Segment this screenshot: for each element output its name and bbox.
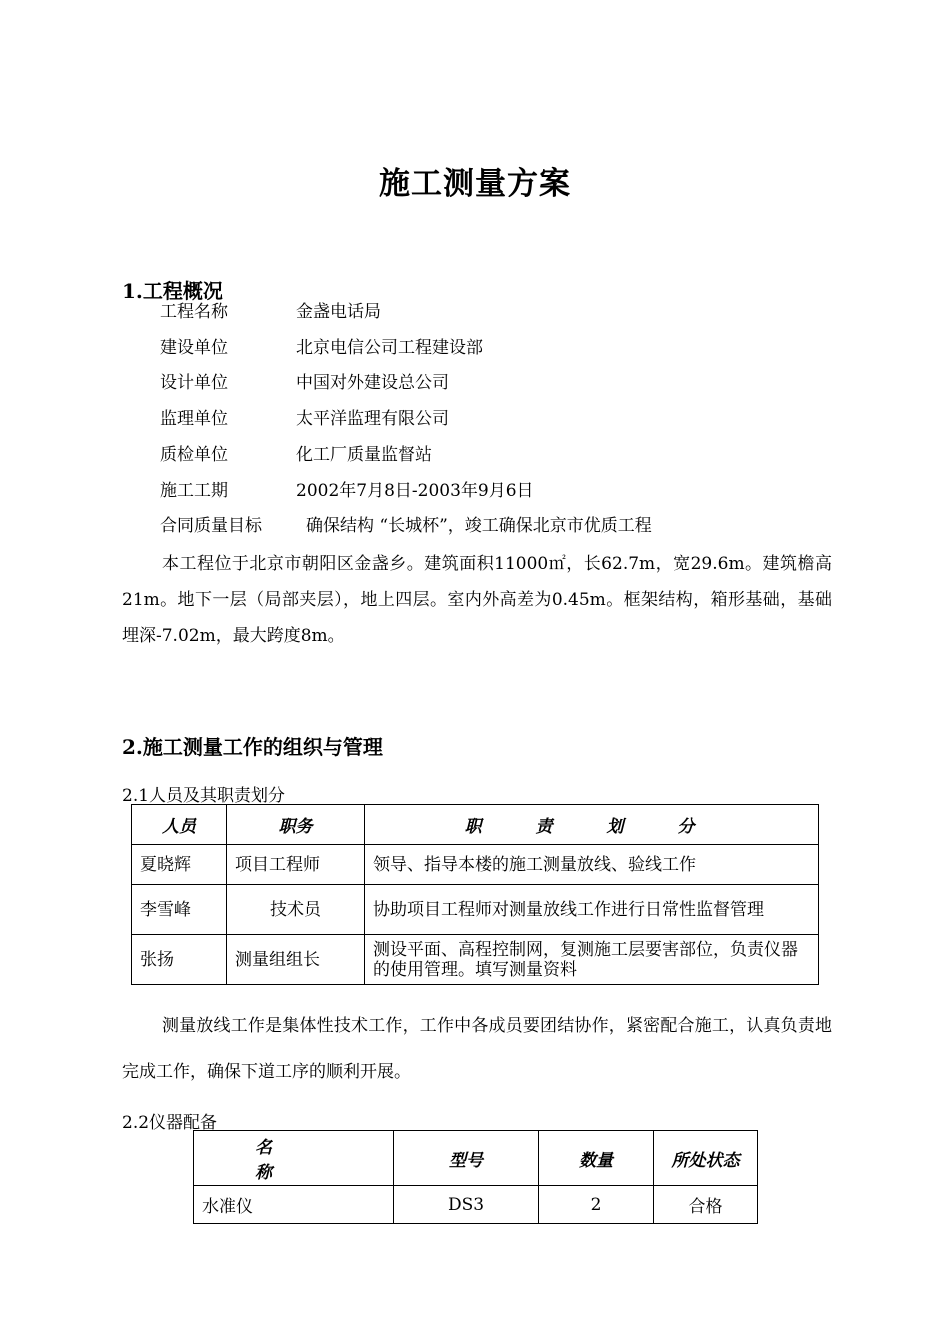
page-title: 施工测量方案: [379, 166, 571, 202]
staff-role: 测量组组长: [227, 935, 365, 985]
section2-heading: 2.施工测量工作的组织与管理: [122, 735, 383, 759]
info-key: 施工工期: [160, 481, 228, 501]
info-row-project-name: [160, 300, 381, 324]
column-header: 数量: [539, 1131, 654, 1186]
staff-role: 项目工程师: [227, 845, 365, 885]
info-value: 2002年7月8日-2003年9月6日: [296, 481, 534, 501]
teamwork-paragraph: [122, 1003, 832, 1095]
info-row-designer: [160, 371, 449, 395]
column-header: 所处状态: [654, 1131, 758, 1186]
staff-name: 张扬: [132, 935, 227, 985]
column-header: 人员: [132, 805, 227, 845]
info-key: 建设单位: [160, 338, 228, 358]
staff-duty: 领导、指导本楼的施工测量放线、验线工作: [365, 845, 819, 885]
table-row: [194, 1186, 758, 1224]
info-row-owner: [160, 336, 483, 360]
info-value: 化工厂质量监督站: [296, 445, 432, 465]
info-key: 合同质量目标: [160, 516, 262, 536]
equipment-quantity: 2: [539, 1186, 654, 1224]
subsection-staff-heading: 2.1人员及其职责划分: [122, 786, 286, 806]
staff-name: 夏晓辉: [132, 845, 227, 885]
teamwork-text: 测量放线工作是集体性技术工作，工作中各成员要团结协作，紧密配合施工，认真负责地完成工作，确保下道工序的顺利开展。: [122, 1016, 832, 1082]
staff-duty: 协助项目工程师对测量放线工作进行日常性监督管理: [365, 885, 819, 935]
info-value: 北京电信公司工程建设部: [296, 338, 483, 358]
info-key: 质检单位: [160, 445, 228, 465]
column-header: 名 称: [194, 1131, 394, 1186]
info-key: 工程名称: [160, 302, 228, 322]
table-row: [132, 885, 819, 935]
section1-heading: 1.工程概况: [122, 279, 223, 303]
info-key: 设计单位: [160, 373, 228, 393]
column-header: 职务: [227, 805, 365, 845]
staff-name: 李雪峰: [132, 885, 227, 935]
info-value: 金盏电话局: [296, 302, 381, 322]
info-row-quality-inspection: [160, 443, 432, 467]
staff-table: [131, 804, 819, 985]
column-header: 职 责 划 分: [365, 805, 819, 845]
info-key: 监理单位: [160, 409, 228, 429]
info-value: 中国对外建设总公司: [296, 373, 449, 393]
table-row: [132, 845, 819, 885]
info-row-schedule: [160, 479, 534, 503]
equipment-status: 合格: [654, 1186, 758, 1224]
subsection-equipment-heading: 2.2仪器配备: [122, 1113, 218, 1133]
equipment-model: DS3: [394, 1186, 539, 1224]
info-row-quality-target: [160, 514, 652, 538]
column-header: 型号: [394, 1131, 539, 1186]
table-header-row: [132, 805, 819, 845]
info-value: 确保结构 “长城杯”，竣工确保北京市优质工程: [306, 516, 652, 536]
info-value: 太平洋监理有限公司: [296, 409, 449, 429]
project-description: [122, 546, 832, 654]
info-row-supervisor: [160, 407, 449, 431]
table-header-row: [194, 1131, 758, 1186]
equipment-table: [193, 1130, 758, 1224]
project-description-text: 本工程位于北京市朝阳区金盏乡。建筑面积11000㎡，长62.7m，宽29.6m。建筑檐高21m。地下一层（局部夹层），地上四层。室内外高差为0.45m。框架结构，箱形基础，基础埋深-7.02m，最大跨度8m。: [122, 554, 832, 646]
staff-duty: 测设平面、高程控制网，复测施工层要害部位，负责仪器的使用管理。填写测量资料: [365, 935, 819, 985]
equipment-name: 水准仪: [194, 1186, 394, 1224]
table-row: [132, 935, 819, 985]
staff-role: 技术员: [227, 885, 365, 935]
